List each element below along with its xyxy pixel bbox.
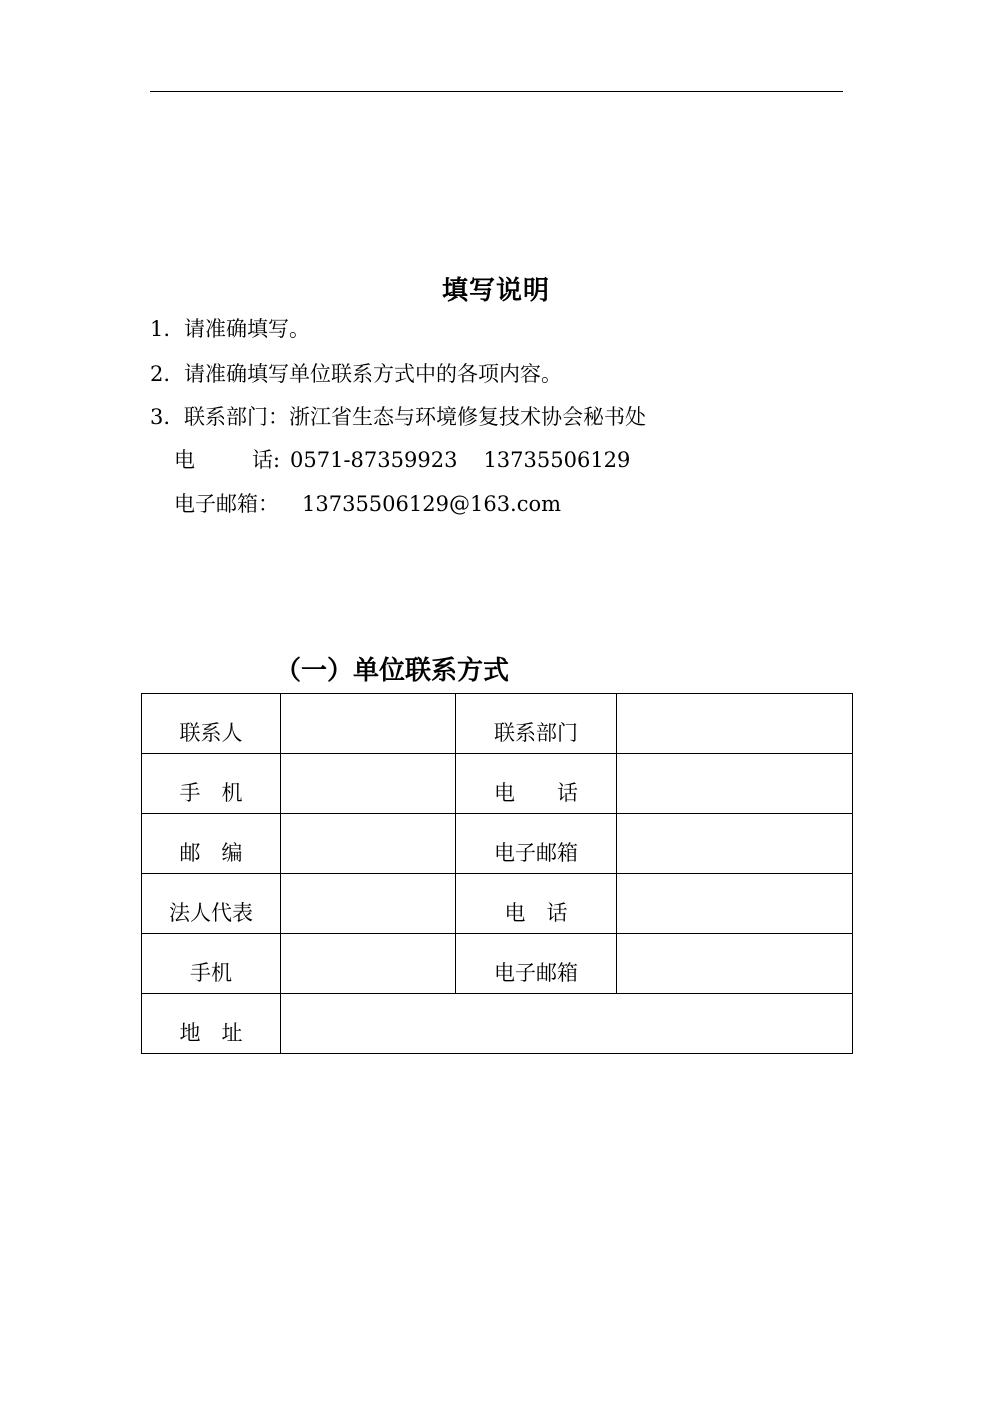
header-rule: [150, 91, 843, 92]
label-cell: 电 话: [456, 874, 617, 934]
label-cell: 法人代表: [142, 874, 281, 934]
label-cell: 电 话: [456, 754, 617, 814]
contact-email-line: [174, 489, 561, 519]
contact-phone-line: [174, 445, 630, 475]
instruction-item-2: [150, 359, 562, 389]
item-number: 3.: [150, 405, 171, 429]
input-cell-postcode[interactable]: [281, 814, 456, 874]
input-cell-contact-person[interactable]: [281, 694, 456, 754]
input-cell-mobile[interactable]: [281, 754, 456, 814]
table-row: [142, 934, 853, 994]
label-cell: 联系部门: [456, 694, 617, 754]
contact-table: [141, 693, 853, 1054]
table-row: [142, 754, 853, 814]
item-number: 2.: [150, 362, 171, 386]
input-cell-legal-rep-email[interactable]: [617, 934, 853, 994]
input-cell-phone[interactable]: [617, 754, 853, 814]
email-value: 13735506129@163.com: [302, 492, 562, 516]
input-cell-address[interactable]: [281, 994, 853, 1054]
input-cell-legal-rep-phone[interactable]: [617, 874, 853, 934]
instructions-title: 填写说明: [441, 276, 550, 306]
phone-value-2: 13735506129: [483, 448, 631, 472]
label-cell: 电子邮箱: [456, 814, 617, 874]
input-cell-department[interactable]: [617, 694, 853, 754]
table-row: [142, 814, 853, 874]
item-number: 1.: [150, 317, 171, 341]
instruction-item-1: [150, 314, 310, 344]
input-cell-legal-rep[interactable]: [281, 874, 456, 934]
label-cell: 联系人: [142, 694, 281, 754]
input-cell-email[interactable]: [617, 814, 853, 874]
label-cell: 地 址: [142, 994, 281, 1054]
email-label: 电子邮箱：: [174, 492, 279, 516]
label-cell: 手机: [142, 934, 281, 994]
input-cell-legal-rep-mobile[interactable]: [281, 934, 456, 994]
table-row: [142, 994, 853, 1054]
section-title: （一）单位联系方式: [275, 656, 510, 686]
phone-label-char-2: 话:: [252, 448, 281, 472]
table-row: [142, 874, 853, 934]
label-cell: 邮 编: [142, 814, 281, 874]
phone-value-1: 0571-87359923: [290, 448, 458, 472]
phone-label-char-1: 电: [174, 448, 195, 472]
instruction-item-3: [150, 402, 646, 432]
table-row: [142, 694, 853, 754]
item-text: 请准确填写。: [184, 317, 310, 341]
label-cell: 电子邮箱: [456, 934, 617, 994]
item-text: 联系部门：浙江省生态与环境修复技术协会秘书处: [184, 405, 646, 429]
label-cell: 手 机: [142, 754, 281, 814]
item-text: 请准确填写单位联系方式中的各项内容。: [184, 362, 562, 386]
phone-label: [174, 445, 290, 475]
